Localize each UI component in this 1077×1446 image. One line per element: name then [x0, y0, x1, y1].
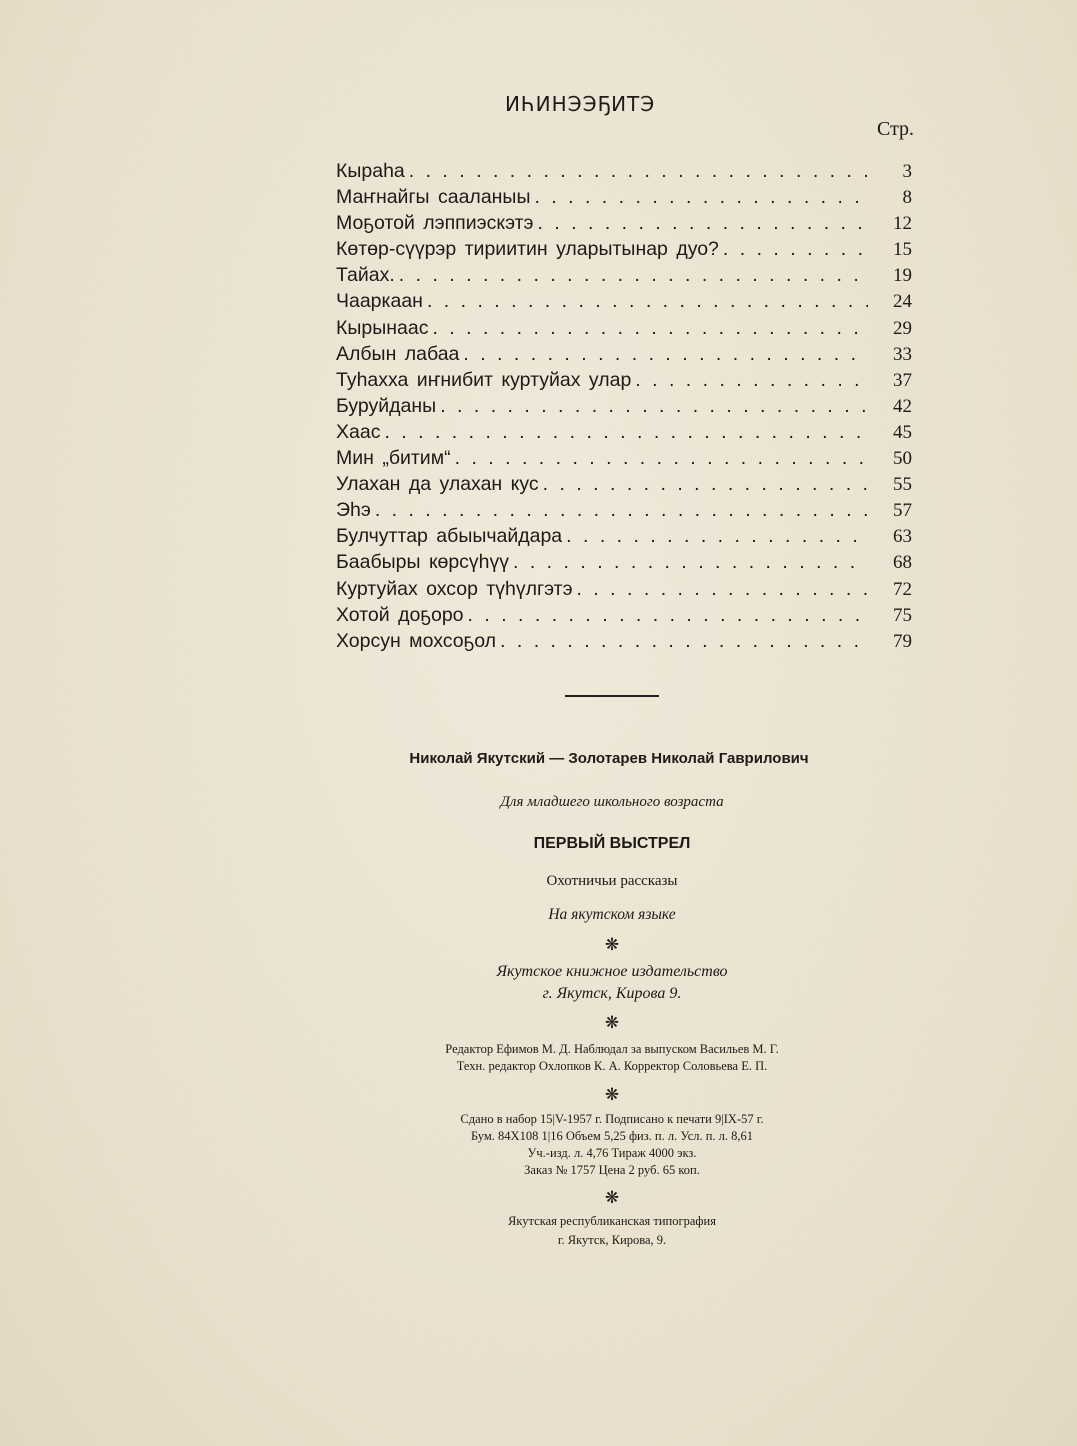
table-of-contents: [336, 160, 912, 656]
toc-entry-title: Кыраһа: [336, 160, 405, 182]
dot-leader: [440, 395, 868, 418]
book-title: ПЕРВЫЙ ВЫСТРЕЛ: [533, 835, 691, 852]
dot-leader: [543, 473, 868, 496]
toc-entry-page: 75: [893, 604, 912, 626]
print-info-line: Бум. 84X108 1|16 Объем 5,25 физ. п. л. Усл. п. л. 8,61: [470, 1129, 754, 1143]
dot-leader: [577, 578, 868, 601]
toc-entry-page: 42: [893, 395, 912, 417]
toc-entry-title: Хаас: [336, 420, 381, 443]
toc-entry-page: 3: [902, 161, 912, 182]
print-info-line: Сдано в набор 15|V-1957 г. Подписано к печати 9|IX-57 г.: [460, 1112, 764, 1126]
toc-entry-page: 15: [893, 239, 912, 261]
toc-entry-page: 57: [893, 500, 912, 522]
audience-line: Для младшего школьного возраста: [500, 794, 724, 810]
toc-entry: [336, 212, 912, 238]
toc-entry: [336, 578, 912, 604]
toc-entry-title: Баабыры көрсүһүү: [336, 551, 510, 574]
dot-leader: [409, 160, 868, 183]
toc-entry-page: 55: [893, 474, 912, 496]
toc-entry-page: 29: [893, 317, 912, 339]
book-subtitle: Охотничьи рассказы: [546, 873, 678, 889]
author-line: Николай Якутский — Золотарев Николай Гаврилович: [409, 750, 809, 767]
toc-entry-page: 33: [893, 343, 912, 365]
toc-entry-title: Буруйданы: [336, 394, 437, 417]
toc-entry-title: Маҥнайгы сааланыы: [336, 186, 531, 209]
dot-leader: [463, 343, 868, 366]
dot-leader: [427, 290, 868, 313]
toc-entry-title: Куртуйах охсор түһүлгэтэ: [336, 577, 573, 600]
print-info-line: Заказ № 1757 Цена 2 руб. 65 коп.: [524, 1163, 700, 1177]
language-line: На якутском языке: [548, 906, 676, 923]
toc-entry-page: 72: [893, 578, 912, 600]
toc-entry: [336, 630, 912, 656]
toc-entry-page: 79: [893, 630, 912, 652]
toc-entry-title: Булчуттар абыычайдара: [336, 525, 563, 548]
toc-entry-page: 24: [893, 291, 912, 313]
dot-leader: [432, 317, 868, 340]
toc-entry-title: Албын лабаа: [336, 342, 460, 365]
printer-address: г. Якутск, Кирова, 9.: [557, 1233, 667, 1247]
toc-entry-title: Хотой доҕоро: [336, 603, 464, 626]
toc-entry-title: Туһахха иҥнибит куртуйах улар: [336, 368, 632, 391]
dot-leader: [500, 630, 868, 653]
toc-entry-page: 45: [893, 421, 912, 443]
dot-leader: [455, 447, 868, 470]
toc-entry: [336, 238, 912, 264]
toc-entry: [336, 264, 912, 290]
publisher-name: Якутское книжное издательство: [496, 963, 728, 980]
publisher-address: г. Якутск, Кирова 9.: [542, 985, 682, 1002]
dot-leader: [384, 421, 868, 444]
toc-entry-page: 19: [893, 265, 912, 287]
asterisk-separator: ❋: [604, 935, 620, 955]
toc-entry: [336, 395, 912, 421]
toc-entry-title: Эһэ: [336, 499, 371, 522]
toc-entry-title: Улахан да улахан кус: [336, 473, 539, 496]
toc-entry: [336, 473, 912, 499]
toc-entry: [336, 551, 912, 577]
toc-entry: [336, 290, 912, 316]
toc-entry-page: 8: [902, 187, 912, 209]
toc-entry: [336, 317, 912, 343]
toc-entry-title: Чааркаан: [336, 290, 423, 313]
toc-entry: [336, 447, 912, 473]
toc-entry-page: 37: [893, 369, 912, 391]
editors-line: Техн. редактор Охлопков К. А. Корректор Соловьева Е. П.: [456, 1059, 768, 1073]
toc-entry-page: 12: [893, 213, 912, 235]
toc-entry: [336, 160, 912, 186]
dot-leader: [566, 525, 868, 548]
dot-leader: [399, 264, 868, 287]
dot-leader: [534, 186, 868, 209]
print-info-line: Уч.-изд. л. 4,76 Тираж 4000 экз.: [527, 1146, 697, 1160]
asterisk-separator: ❋: [604, 1013, 620, 1033]
editors-line: Редактор Ефимов М. Д. Наблюдал за выпуском Васильев М. Г.: [445, 1042, 779, 1056]
printer-name: Якутская республиканская типография: [508, 1214, 716, 1228]
toc-entry: [336, 525, 912, 551]
dot-leader: [635, 369, 868, 392]
divider: [565, 695, 659, 697]
asterisk-separator: ❋: [604, 1188, 620, 1208]
page-column-header: Стр.: [877, 118, 915, 140]
dot-leader: [513, 551, 868, 574]
toc-entry-title: Моҕотой лэппиэскэтэ: [336, 212, 534, 235]
toc-entry: [336, 186, 912, 212]
dot-leader: [723, 238, 868, 261]
toc-entry: [336, 369, 912, 395]
dot-leader: [538, 212, 869, 235]
toc-title: ИҺИНЭЭҔИТЭ: [505, 92, 656, 116]
toc-entry-title: Көтөр-сүүрэр тириитин уларытынар дуо?: [336, 238, 719, 261]
toc-entry-title: Мин „битим“: [336, 447, 451, 470]
toc-entry-title: Хорсун мохсоҕол: [336, 629, 497, 652]
toc-entry-page: 50: [893, 448, 912, 470]
toc-entry: [336, 499, 912, 525]
toc-entry-page: 63: [893, 526, 912, 548]
toc-entry-title: Тайах.: [336, 264, 395, 287]
toc-entry: [336, 604, 912, 630]
toc-entry-page: 68: [893, 552, 912, 574]
toc-entry: [336, 421, 912, 447]
dot-leader: [468, 604, 868, 627]
toc-entry-title: Кырынаас: [336, 316, 429, 339]
toc-entry: [336, 343, 912, 369]
asterisk-separator: ❋: [604, 1085, 620, 1105]
dot-leader: [375, 499, 868, 522]
